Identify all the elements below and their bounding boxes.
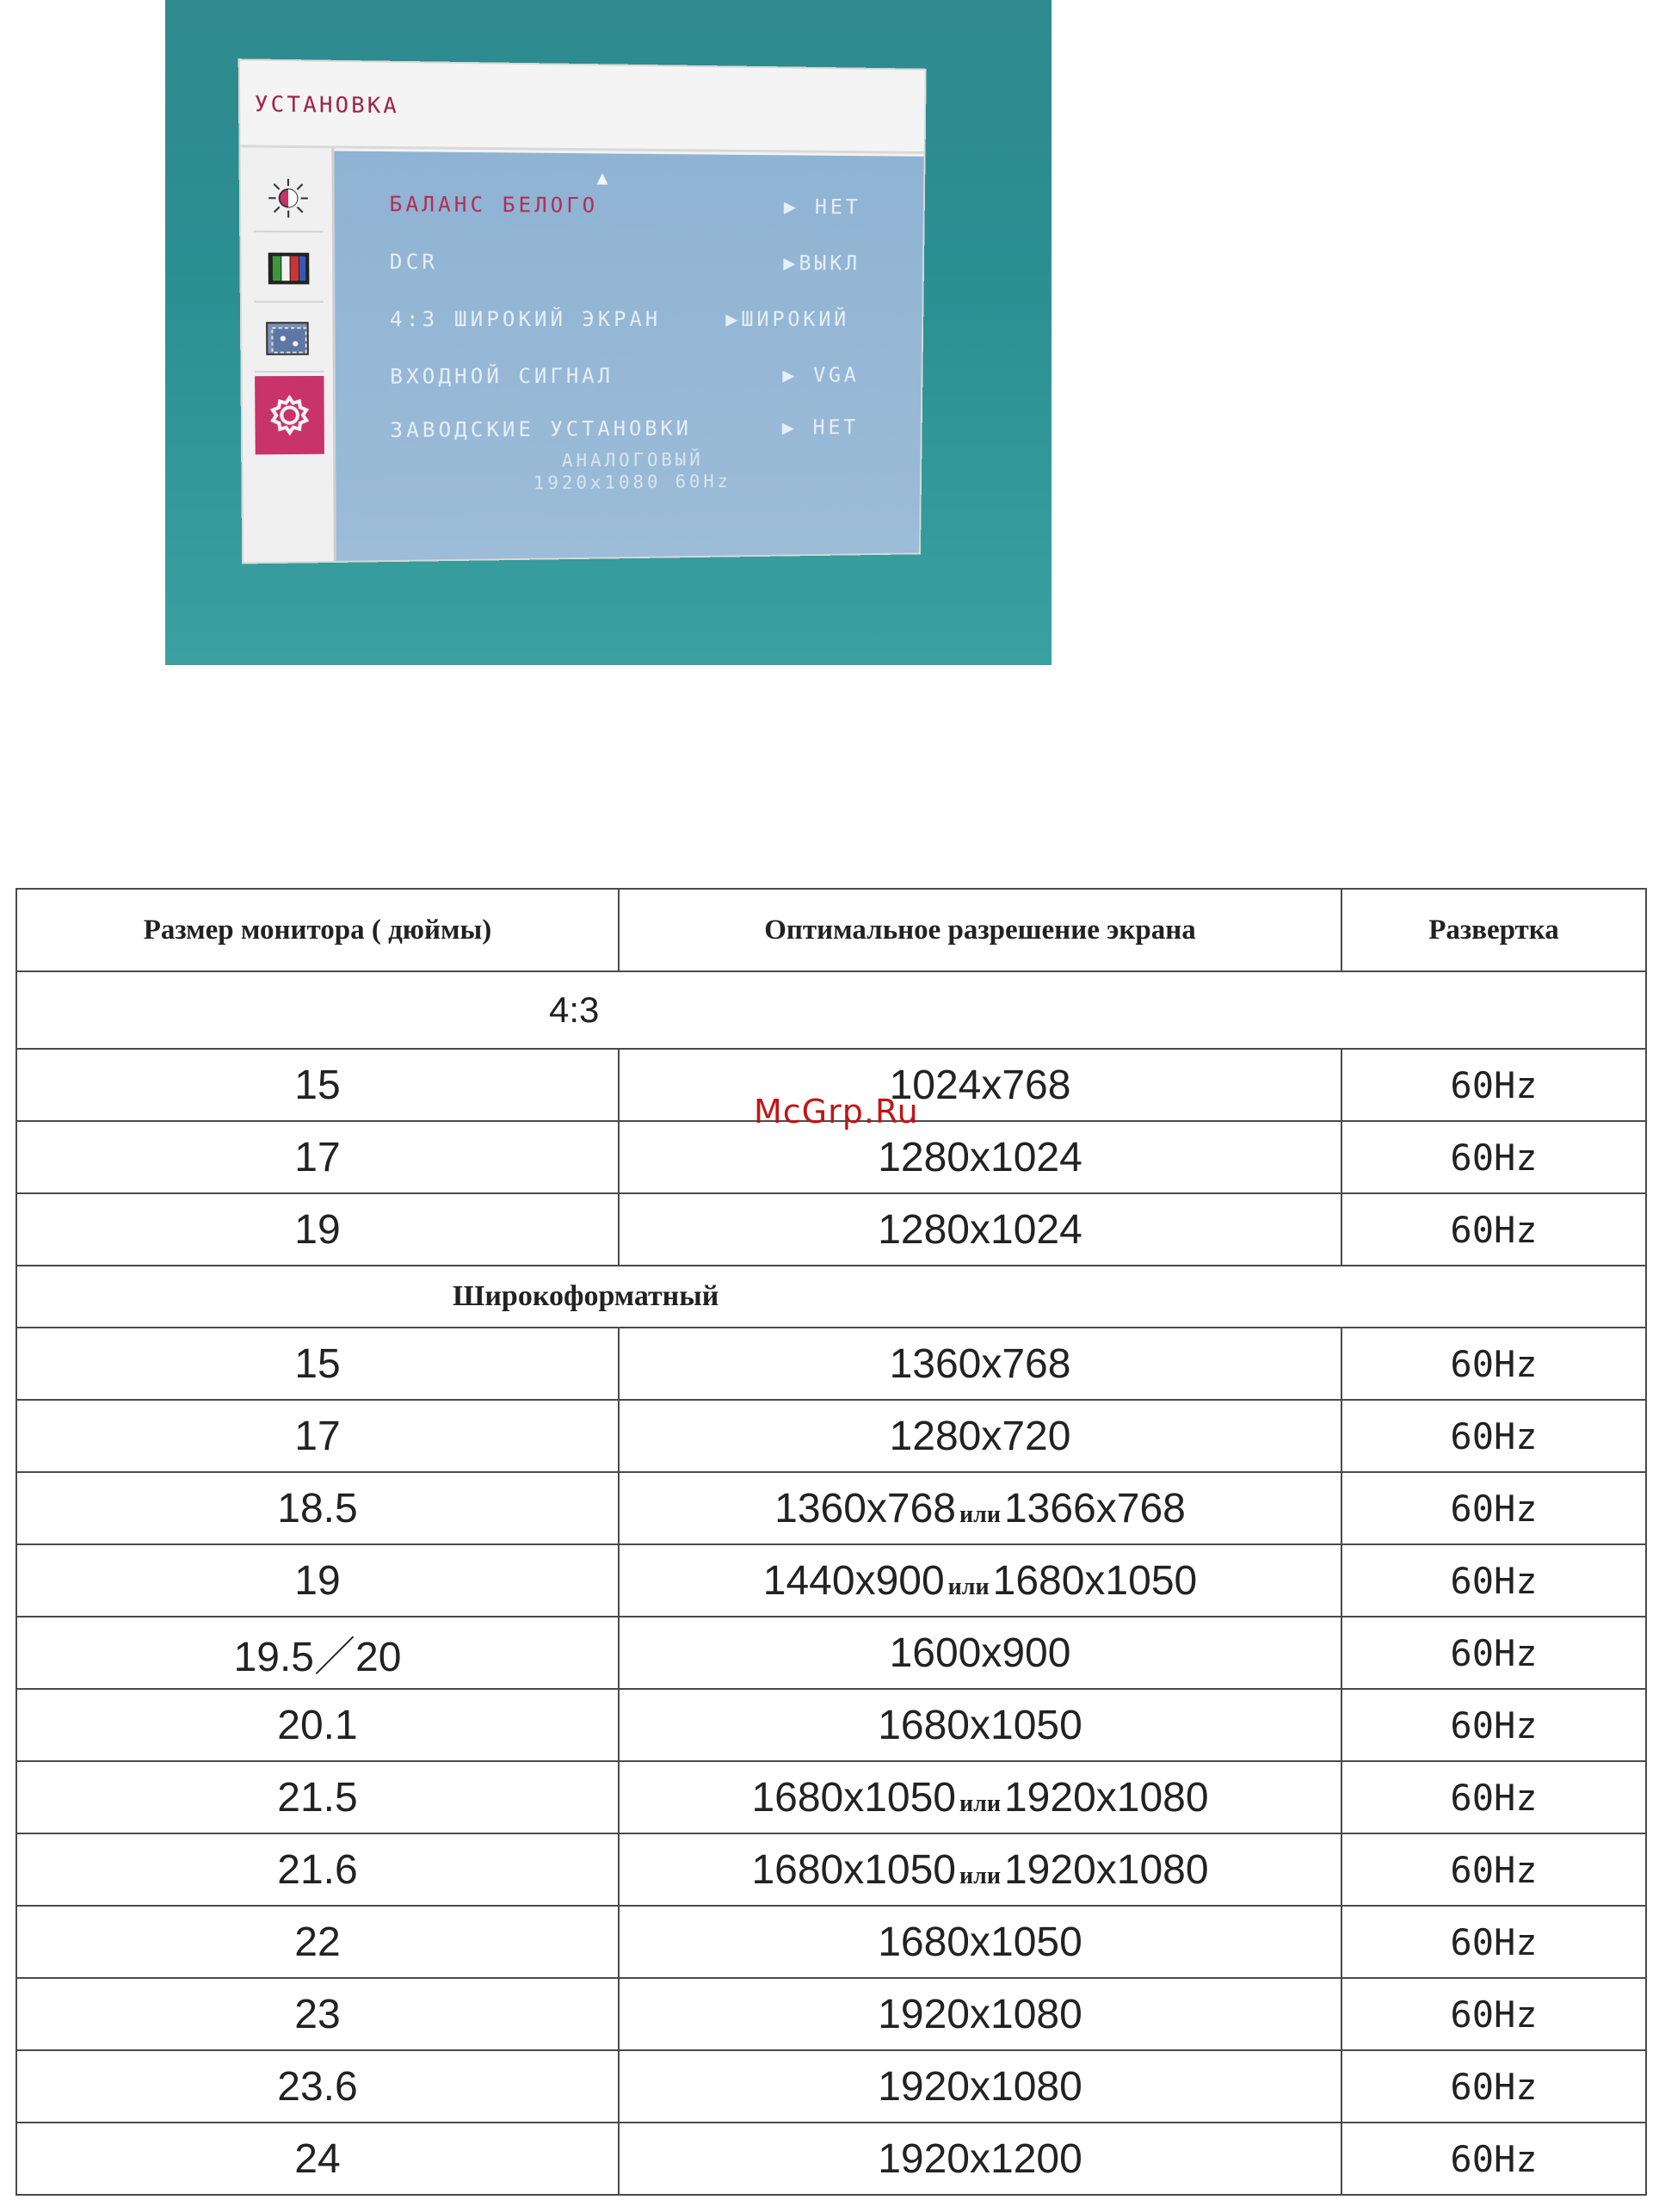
table-row <box>16 1400 1646 1472</box>
section-label: 4:3 <box>549 989 600 1030</box>
cell-size: 18.5 <box>16 1472 619 1544</box>
cell-resolution: 1600x900 <box>619 1617 1341 1689</box>
cell-resolution: 1920x1200 <box>619 2123 1341 2195</box>
cell-rate: 60Hz <box>1341 1978 1646 2050</box>
settings-icon[interactable] <box>255 376 324 454</box>
scroll-up-icon[interactable]: ▲ <box>596 167 612 189</box>
cell-size: 15 <box>16 1328 619 1400</box>
or-word: или <box>959 1790 1001 1817</box>
cell-size: 23.6 <box>16 2050 619 2123</box>
table-row <box>16 2050 1646 2123</box>
resolution-a: 1440x900 <box>762 1557 945 1604</box>
cell-size: 19 <box>16 1193 619 1266</box>
cell-rate: 60Hz <box>1341 1906 1646 1978</box>
or-word: или <box>959 1500 1001 1528</box>
watermark: McGrp.Ru <box>754 1093 919 1131</box>
cell-size: 22 <box>16 1906 619 1978</box>
cell-rate: 60Hz <box>1341 1833 1646 1906</box>
section-row <box>16 971 1646 1049</box>
cell-resolution: 1280x1024 <box>619 1193 1341 1266</box>
table-header-row <box>16 889 1646 971</box>
cell-rate: 60Hz <box>1341 1400 1646 1472</box>
cell-resolution: 1920x1080 <box>619 1978 1341 2050</box>
section-widescreen <box>16 1266 1646 1328</box>
cell-rate: 60Hz <box>1341 2123 1646 2195</box>
header-rate: Развертка <box>1341 889 1646 971</box>
cell-rate: 60Hz <box>1341 1472 1646 1544</box>
cell-rate: 60Hz <box>1341 1617 1646 1689</box>
cell-rate: 60Hz <box>1341 1049 1646 1121</box>
osd-item-dcr[interactable] <box>390 250 878 285</box>
cell-rate: 60Hz <box>1341 1121 1646 1193</box>
brightness-icon[interactable] <box>253 165 323 232</box>
table-row <box>16 1328 1646 1400</box>
table-row <box>16 1193 1646 1266</box>
header-resolution: Оптимальное разрешение экрана <box>619 889 1341 971</box>
cell-resolution <box>619 1761 1341 1833</box>
osd-item-aspect[interactable] <box>390 307 877 342</box>
resolution-b: 1920x1080 <box>1003 1774 1209 1821</box>
osd-item-value: ▶ НЕТ <box>781 415 860 440</box>
resolution-a: 1360x768 <box>774 1485 956 1531</box>
table-row <box>16 2123 1646 2195</box>
or-word: или <box>947 1573 990 1600</box>
cell-rate: 60Hz <box>1341 1328 1646 1400</box>
table-row <box>16 1761 1646 1833</box>
osd-item-value: ▶ВЫКЛ <box>783 250 861 275</box>
osd-item-value: ▶ НЕТ <box>783 194 861 219</box>
cell-size: 24 <box>16 2123 619 2195</box>
table-row <box>16 1833 1646 1906</box>
color-icon[interactable] <box>254 236 324 303</box>
cell-resolution: 1680x1050 <box>619 1906 1341 1978</box>
resolution-table <box>15 888 1647 2196</box>
osd-panel <box>335 151 924 561</box>
resolution-b: 1366x768 <box>1003 1485 1186 1531</box>
cell-resolution <box>619 1833 1341 1906</box>
table-row <box>16 1472 1646 1544</box>
osd-item-label: ЗАВОДСКИЕ УСТАНОВКИ <box>390 416 692 443</box>
section-4-3 <box>16 971 1646 1049</box>
cell-size: 19.5／20 <box>16 1617 619 1689</box>
osd-status <box>336 447 920 496</box>
osd-item-label: ВХОДНОЙ СИГНАЛ <box>390 363 614 389</box>
table-row <box>16 1544 1646 1617</box>
osd-tab-bar <box>241 147 336 562</box>
cell-size: 17 <box>16 1400 619 1472</box>
header-size: Размер монитора ( дюймы) <box>16 889 619 971</box>
resolution-a: 1680x1050 <box>751 1846 956 1893</box>
cell-resolution: 1280x720 <box>619 1400 1341 1472</box>
cell-resolution <box>619 1472 1341 1544</box>
osd-item-label: БАЛАНС БЕЛОГО <box>389 191 599 218</box>
cell-rate: 60Hz <box>1341 1761 1646 1833</box>
table-row <box>16 1121 1646 1193</box>
cell-rate: 60Hz <box>1341 1193 1646 1266</box>
section-label: Широкоформатный <box>453 1280 719 1312</box>
osd-status-signal: АНАЛОГОВЫЙ <box>562 449 704 471</box>
osd-status-resolution: 1920x1080 60Hz <box>533 471 731 494</box>
cell-resolution: 1024x768 <box>619 1049 1341 1121</box>
cell-rate: 60Hz <box>1341 1544 1646 1617</box>
section-row <box>16 1266 1646 1328</box>
cell-resolution <box>619 1544 1341 1617</box>
cell-rate: 60Hz <box>1341 1689 1646 1761</box>
or-word: или <box>959 1862 1001 1889</box>
cell-resolution: 1680x1050 <box>619 1689 1341 1761</box>
cell-size: 19 <box>16 1544 619 1617</box>
table-row <box>16 1689 1646 1761</box>
osd-item-value: ▶ШИРОКИЙ <box>725 307 850 331</box>
table-row <box>16 1906 1646 1978</box>
cell-size: 20.1 <box>16 1689 619 1761</box>
osd-menu <box>240 60 925 562</box>
cell-size: 23 <box>16 1978 619 2050</box>
table-row <box>16 1978 1646 2050</box>
osd-title: УСТАНОВКА <box>240 60 925 154</box>
resolution-a: 1680x1050 <box>751 1774 956 1821</box>
table-row <box>16 1617 1646 1689</box>
cell-resolution: 1280x1024 <box>619 1121 1341 1193</box>
osd-item-label: 4:3 ШИРОКИЙ ЭКРАН <box>389 306 662 332</box>
cell-size: 21.5 <box>16 1761 619 1833</box>
cell-size: 21.6 <box>16 1833 619 1906</box>
osd-item-white-balance[interactable] <box>389 192 878 229</box>
cell-rate: 60Hz <box>1341 2050 1646 2123</box>
osd-photo <box>165 0 1052 665</box>
cell-resolution: 1920x1080 <box>619 2050 1341 2123</box>
osd-item-label: DCR <box>389 250 439 274</box>
osd-item-input-signal[interactable] <box>390 363 876 399</box>
cell-size: 15 <box>16 1049 619 1121</box>
resolution-b: 1680x1050 <box>992 1557 1198 1604</box>
picture-icon[interactable] <box>254 306 324 373</box>
cell-resolution: 1360x768 <box>619 1328 1341 1400</box>
osd-item-value: ▶ VGA <box>782 362 860 387</box>
resolution-b: 1920x1080 <box>1003 1846 1209 1893</box>
cell-size: 17 <box>16 1121 619 1193</box>
